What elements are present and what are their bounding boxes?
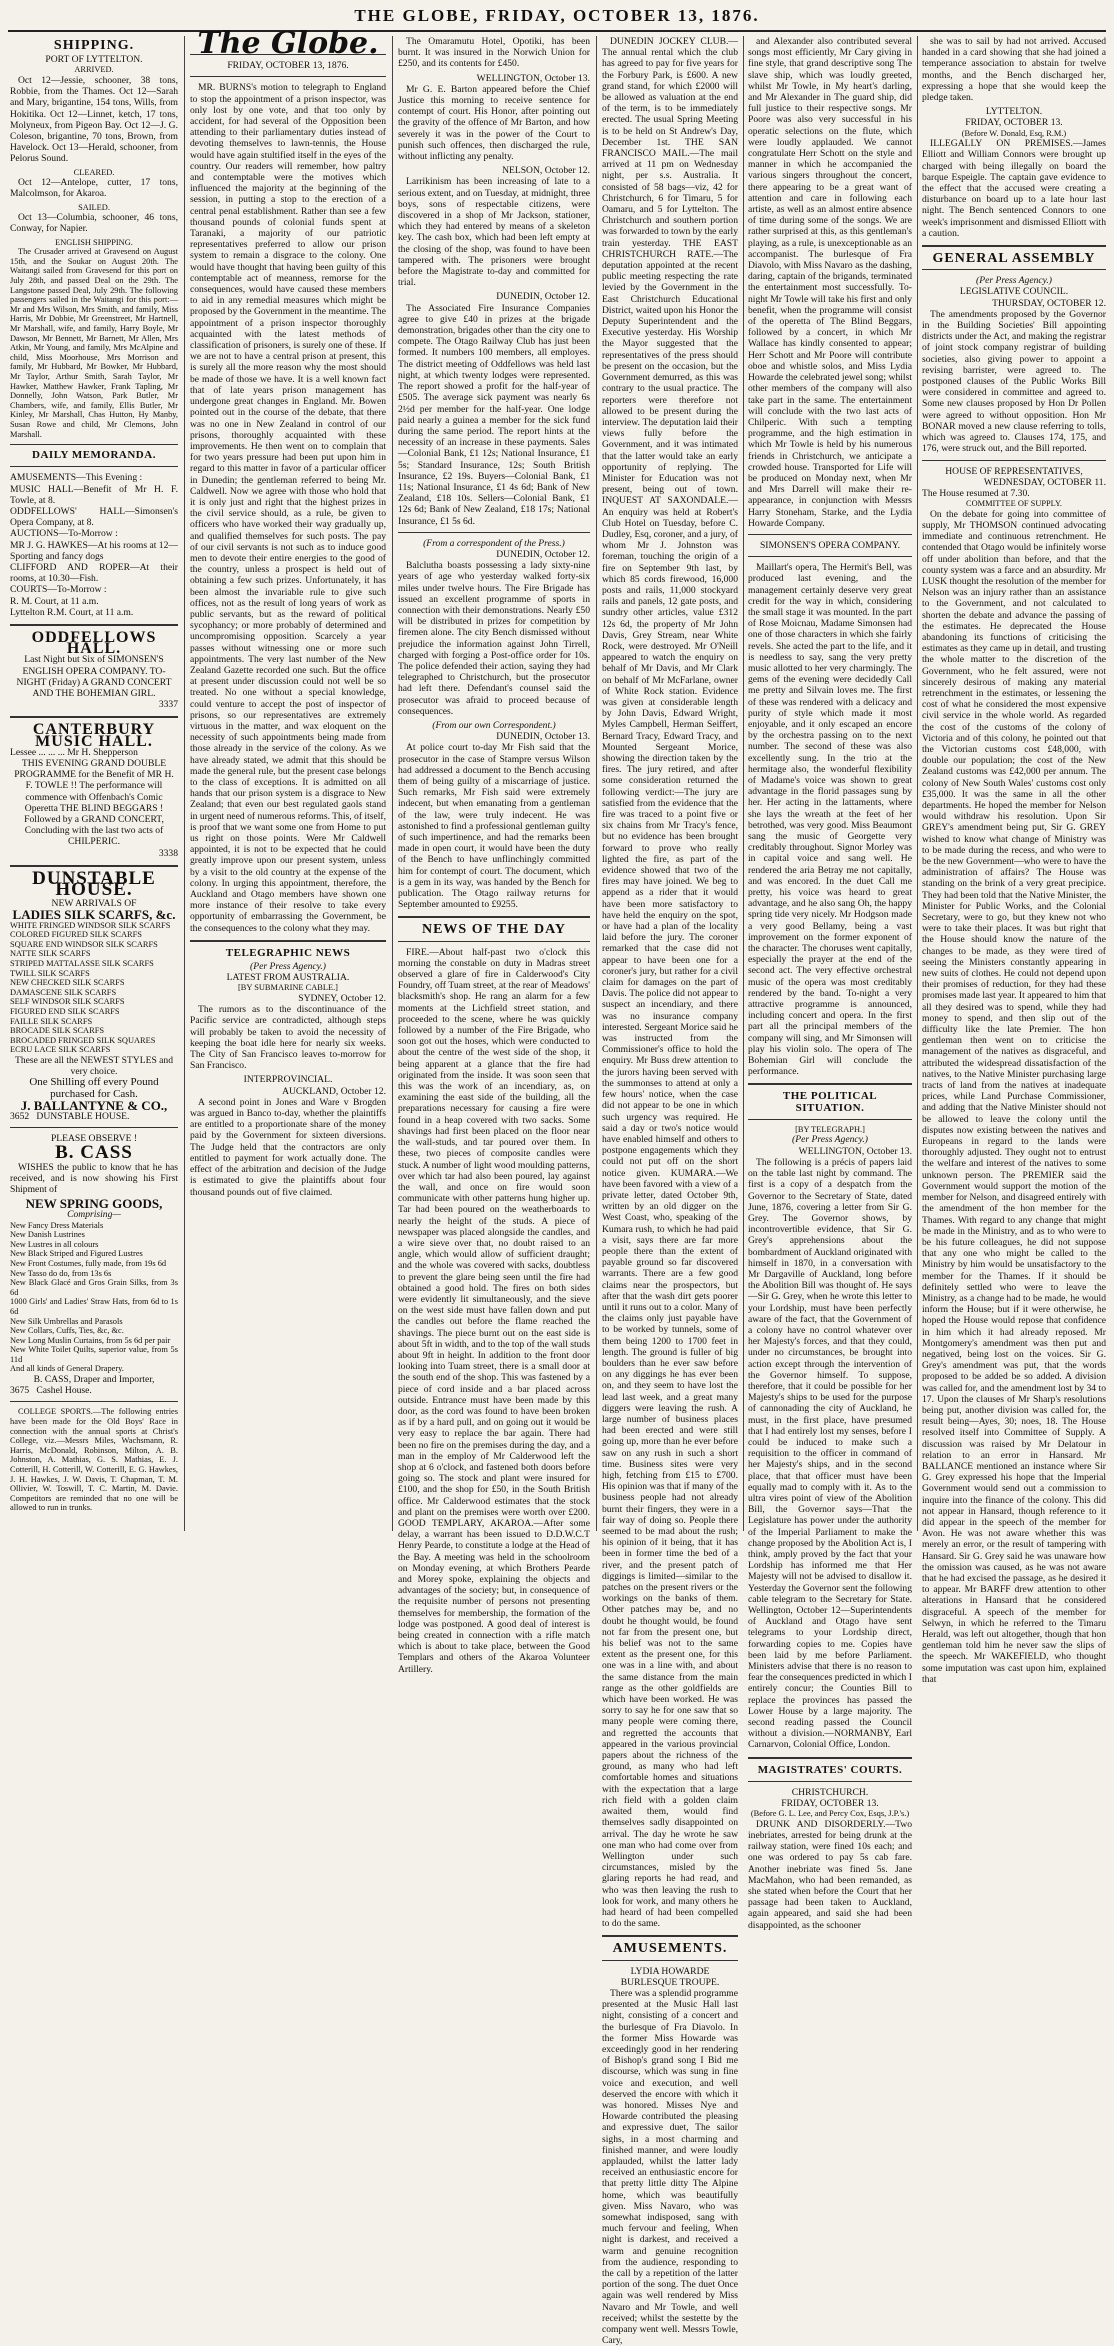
interprovincial-heading: INTERPROVINCIAL.: [243, 1074, 333, 1086]
political-heading: THE POLITICAL SITUATION.: [782, 1090, 878, 1114]
column-divider: [184, 36, 185, 1531]
ladies-scarfs-label: LADIES SILK SCARFS, &c.: [12, 907, 176, 923]
new-arrivals-label: NEW ARRIVALS OF: [51, 898, 137, 910]
nelson-dateline: NELSON, October 12.: [502, 165, 590, 177]
list-item: SELF WINDSOR SILK SCARFS: [10, 997, 125, 1007]
ballantyne-house: DUNSTABLE HOUSE.: [36, 1110, 130, 1122]
list-item: COLORED FIGURED SILK SCARFS: [10, 930, 142, 940]
leader-article: MR. BURNS's motion to telegraph to England to stop the appointment of a prison inspector, was only lost by one vote, and that too only by accident, for had several of the Opposition been attending to their parliamentary duties instead of devoting themselves to lawn-tennis, the House would have again stultified itself in the eyes of the country. Our readers will remember, how paltry and contemptable were the motives which influenced the majority at the beginning of the session, in putting a stop to the erection of a central penal establishment. Rather than see a few thousand pounds of colonial funds spent at Taranaki, a majority of our patriotic representatives preferred to allow our prison system to remain a disgrace to the colony. One would have thought that having been guilty of this contemptable act of meanness, remorse for the consequences, would have caused these members to aid in any remedial measures which might be proposed by the Government in the meantime. The appointment of a prison inspector thoroughly acquainted with the latest methods of classification of prisoners, is surely one of these. If we are not to have a central prison at present, this is surely all the more reason why the most should be made of those we have. It is a well known fact that of late years prison management has undergone great changes in England. Mr. Bowen pointed out in the course of the debate, that there was no one in New Zealand in control of our prisons, thoroughly acquainted with these improvements. He then went on to complain that for two years pressure had been put upon him in regard to this matter in favor of a particular officer in Dunedin; the gentleman referred to being Mr. Caldwell. Now we agree with those who hold that it is only just and right that the highest prizes in the civil service should, as a rule, be given to officers who have worked their way gradually up, and qualified themselves for such posts. The pay of our civil servants is not such as to induce good men to devote their entire energies to the good of the country, unless a prospect is held out of obtaining a few such prizes. Unfortunately, it has been almost the invariable rule to give such offices, not as the result of long years of work as public servants, but as the reward of political sycophancy; or more probably of determined and uncompromising opposition. Scarcely a year passes without witnessing one or more such appointments. The very last number of the New Zealand Gazette recorded one such. But the office at present under discussion could not well be so treated. No one without a special knowledge, could venture to accept the post of inspector of prisons, so our representatives are extremely virtuous in the matter, and wax eloquent on the necessity of such appointments being made from those already in the service of the colony. As we have already stated, we admit that this should be made the general rule, but the present case belongs to the class of exceptions. It is admitted on all hands that our prison system is a disgrace to New Zealand; that even our best regulated gaols stand in urgent need of numerous reforms. This, of itself, is proof that we want some one from Home to put us right on those points. Were Mr Caldwell appointed, it is not to be expected that he could greatly improve upon our present system, unless by a visit to the old country at the expense of the colony. In urging this appointment, therefore, the Auckland and Otago members have shown one more instance of their resolve to take every opportunity of embarrassing the Government, be the consequences to the colony what they may.: [190, 82, 387, 934]
list-item: New Lustres in all colours: [10, 1239, 99, 1249]
column-1: [10, 36, 178, 1531]
article-paragraph: DRUNK AND DISORDERLY.—Two inebriates, arrested for being drunk at the railway station, were fined 10s each; and one was ordered to pay 5s cab fare. Another inebriate was fined 5s. Jane MacMahon, who had been remanded, as she stated when before the Court that her passage had been taken to Auckland, again appeared, and said she had been disappointed, as the schooner: [748, 1818, 912, 1931]
correspondent-label: (From a correspondent of the Press.): [423, 537, 565, 549]
oddfellows-entry: ODDFELLOWS' HALL—Simonsen's Opera Company, at 8.: [10, 505, 178, 529]
wellington-dateline: WELLINGTON, October 13.: [798, 1145, 912, 1157]
column-divider: [596, 36, 597, 1531]
list-item: New White Toilet Quilts, superior value, from 5s 11d: [10, 1345, 178, 1364]
press-agency-label: (Per Press Agency.): [976, 275, 1052, 287]
cass-heading: B. CASS: [55, 1142, 133, 1164]
cashel-house: Cashel House.: [36, 1385, 92, 1397]
article-paragraph: The amendments proposed by the Governor in the Building Societies' Bill appointing districts under the Act, and making the registrar of joint stock company registrar of building societies, also giving power to appoint a revising barrister, were agreed to. The postponed clauses of the Public Works Bill were considered in committee and agreed to. Some new clauses proposed by Hon Dr Pollen were agreed to without opposition. Hon Mr BONAR moved a new clause referring to tolls, which was agreed to. Clauses 174, 175, and 176, were struck out, and the Bill reported.: [922, 308, 1106, 455]
column-2: [190, 26, 387, 1531]
oddfellows-hall-heading: ODDFELLOWS HALL.: [31, 628, 157, 658]
list-item: New Collars, Cuffs, Ties, &c, &c.: [10, 1326, 124, 1336]
music-hall-body: THIS EVENING GRAND DOUBLE PROGRAMME for the Benefit of MR H. F. TOWLE !! The performance will commence with Offenbach's Comic Operetta THE BLIND BEGGARS ! Followed by a GRAND CONCERT, Concluding with the last two acts of CHILPERIC.: [14, 757, 174, 848]
press-agency-label: (Per Press Agency.): [792, 1134, 868, 1146]
house-resumed: The House resumed at 7.30.: [922, 487, 1030, 499]
telegraphic-heading: TELEGRAPHIC NEWS: [225, 946, 351, 959]
list-item: BROCADE SILK SCARFS: [10, 1026, 105, 1036]
list-item: New Danish Lustrines: [10, 1230, 85, 1240]
lyttelton-date: FRIDAY, OCTOBER 13.: [965, 117, 1063, 129]
list-item: TWILL SILK SCARFS: [10, 968, 90, 978]
council-date: THURSDAY, OCTOBER 12.: [992, 297, 1106, 309]
memoranda-heading: DAILY MEMORANDA.: [32, 449, 156, 462]
magistrates-before: (Before G. L. Lee, and Percy Cox, Esqs, J.P.'s.): [750, 1809, 910, 1819]
magistrates-heading: MAGISTRATES' COURTS.: [757, 1763, 903, 1776]
own-correspondent-label: (From our own Correspondent.): [432, 719, 556, 731]
article-paragraph: DUNEDIN JOCKEY CLUB.—The annual rental which the club has agreed to pay for five years for the Forbury Park, is £600. A new grand stand, for which £2000 will be allowed as valuation at the end of the term, is to be immediately erected. The usual Spring Meeting is to be held on St Andrew's Day, December 1st. THE SAN FRANCISCO MAIL.—The mail arrived at 11 pm on Wednesday night, per s.s. Australia. It consisted of 58 bags—viz, 42 for Christchurch, 6 for Timaru, 5 for Oamaru, and 5 for Lyttelton. The Christchurch and southern portion was forwarded to town by the early train yesterday. THE EAST CHRISTCHURCH RATE.—The deputation appointed at the recent public meeting respecting the rate levied by the Government in the East Christchurch Educational District, waited upon his Honor the Deputy Superintendent and the Executive yesterday. His Worship the Mayor suggested that the representatives of the press should be present on the occasion, but the Government demurred, as this was contrary to the usual practice. The reporters were therefore not allowed to be present during the interview. The deputation laid their views fully before the Government, and it was intimated that the latter would take an early opportunity of replying. The Minister for Education was not present, being out of town. INQUEST AT SAXONDALE.—An enquiry was held at Robert's Club Hotel on Tuesday, before C. Dudley, Esq, coroner, and a jury, of whom Mr J. Johnston was foreman, touching the origin of a fire on September 9th last, by which 85 cords firewood, 16,000 posts and rails, 11,000 stockyard rails and panels, 12 gate posts, and sundry other articles, value £312 12s 6d, the property of Mr John Davis, Grey Stream, near White Rock, were destroyed. Mr O'Neill appeared to watch the enquiry on behalf of Mr Davis, and Mr Clark on behalf of Mr McFarlane, owner of White Rock station. Evidence was given at considerable length by John Davis, Edward Wright, Myles Campbell, Herman Seiffert, Bernard Tracy, Edward Tracy, and Mounted Sergeant Morice, showing the direction taken by the fires. The jury retired, and after some consideration returned the following verdict:—The jury are satisfied from the evidence that the fire was traced to a point five or six chains from Mr Tracy's fence, but no evidence has been brought forward to prove who really lighted the fire, as part of the evidence showed that two of the fires may have joined. We beg to append as a rider that it would have been more satisfactory to have held the enquiry on the spot, or have had a plan of the locality laid before the jury. The coroner remarked that the case did not appear to have been one for a coroner's jury, but rather for a civil claim for damages on the part of Davis. The police did not appear to suspect an incendiary, and there was no insurance company interested. Sergeant Morice said he was instructed from the Commissioner's office to hold the enquiry. Mr Buss drew attention to the jurors having been served with the summonses to attend at only a few hours' notice, when the case did not appear to be one in which such urgency was required. He said a day or two's notice would have enabled himself and others to postpone engagements which they could not put off on the short notice given. KUMARA.—We have been favored with a view of a private letter, dated October 9th, written by an old digger on the West Coast, who, speaking of the Kumara rush, to which he had paid a visit, says there are far more people there than the extent of payable ground so far discovered warrants. There are a few good claims near the prospectors, but after that the wash dirt gets poorer until it runs out to a color. Many of the claims only just payable have to be worked by tunnels, some of them being 1200 to 1700 feet in length. The ground is fuller of big boulders than he ever saw before on any diggings he has ever been on, and they seem to have lost the lead last week, and a great many diggers were leaving the rush. A large number of business places had been erected and were still going up, more than he ever before saw on any rush in such a short time. Business sites were very high, fetching from £15 to £700. His opinion was that if many of the business people had not already burnt their fingers, they were in a fair way of doing so. People there seemed to be mad about the rush; his opinion of it being, that it has been in former time the bed of a river, and the present patch of diggings is limited—similar to the patches on the present rivers or the workings on the banks of them. Other patches may be, and no doubt he thought would, be found not far from the present one, but his belief was not to the same extent as the present one, for this one was in a line with, and about the same distance from the main range as the other goldfields are which have been worked. He was sorry to say he for one saw that so many people were coming there, and regretted the accounts that appeared in the various provincial papers about the richness of the ground, as many who had left comfortable homes and situations with the expectation that a large rich field with a golden claim awaited them, would find themselves sadly disappointed on arrival. The day he wrote he saw one man who had come over from Wellington under such circumstances, misled by the glaring reports he had read, and who was then leaving the rush to look for work, and many others he had heard of had been compelled to do the same.: [602, 36, 738, 1930]
ad-number: 3337: [158, 699, 178, 711]
auckland-dateline: AUCKLAND, October 12.: [282, 1085, 386, 1097]
top-rule: [8, 30, 1106, 32]
list-item: WHITE FRINGED WINDSOR SILK SCARFS: [10, 920, 171, 930]
sailed-text: Oct 13—Columbia, schooner, 46 tons, Conway, for Napier.: [10, 212, 178, 235]
college-sports-text: COLLEGE SPORTS.—The following entries have been made for the Old Boys' Race in connection with the annual sports at Christ's College, viz.—Messrs Miles, Wachsmann, R. Harris, McDonald, Robinson, Milton, A. B. Johnston, A. Mathias, G. S. Mathias, E. J. Cotterill, H. Cotterill, W. Cotterill, E. G. Hawkes, J. H. Hawkes, J. W. Davis, T. Chapman, T. M. Ollivier, W. Toswill, T. C. Martin, M. Davie. Competitors are reminded that no one will be allowed to run in trunks.: [10, 1407, 178, 1513]
auctions-label: AUCTIONS—To-Morrow :: [10, 528, 118, 540]
music-hall-entry: MUSIC HALL—Benefit of Mr H. F. Towle, at 8.: [10, 483, 178, 506]
list-item: 1000 Girls' and Ladies' Straw Hats, from 6d to 1s 6d: [10, 1297, 178, 1316]
simonsen-heading: SIMONSEN'S OPERA COMPANY.: [759, 539, 901, 551]
list-item: BROCADED FRINGED SILK SQUARES: [10, 1035, 156, 1045]
list-item: DAMASCENE SILK SCARFS: [10, 987, 117, 997]
column-6: [922, 36, 1106, 1685]
article-paragraph: The Associated Fire Insurance Companies agree to give £40 in prizes at the brigade demonstration, brigades other than the city one to compete. The Otago Railway Club has just been formed. It numbers 100 members, all employes. The district meeting of Oddfellows was held last night, at which twenty lodges were represented. The report showed a profit for the half-year of £505. The average sick payment was nearly 6s 2½d per member for the half-year. One lodge paid nearly a guinea a member for the sick fund during the same period. The report hints at the necessity of an increase in these payments. Sales—Colonial Bank, £1 12s; National Insurance, £1 5s; Standard Insurance, 12s; South British Insurance, £2 19s. Buyers—Colonial Bank, £1 11s; National Insurance, £1 4s 6d; Bank of New Zealand, £18 10s. Sellers—Colonial Bank, £1 12s 6d; Bank of New Zealand, £18 17s; National Insurance, £1 5s 6d.: [398, 302, 590, 527]
article-paragraph: The Omaramutu Hotel, Opotiki, has been burnt. It was insured in the Norwich Union for £250, and its contents for £450.: [398, 36, 590, 70]
dunedin-dateline: DUNEDIN, October 13.: [496, 731, 590, 743]
amusements-heading: AMUSEMENTS.: [612, 1941, 728, 1957]
list-item: New Front Costumes, fully made, from 19s 6d: [10, 1258, 167, 1268]
article-paragraph: At police court to-day Mr Fish said that the prosecutor in the case of Stampre versus Wilson had addressed a document to the Bench accusing them of being guilty of a miscarriage of justice. Such remarks, Mr Fish said were extremely indecent, but when emanating from a gentleman of the law, were truly indecent. He was astonished to find a professional gentleman guilty of such impertinence, and had the remarks been made in open court, it would have been the duty of the Bench to have unflinchingly committed him for contempt of court. The document, which is a gem in its way, was handed by the Bench for publication. The Otago railway returns for September amounted to £9255.: [398, 742, 590, 911]
list-item: New Long Muslin Curtains, from 5s 6d per pair: [10, 1335, 171, 1345]
ad-number: 3338: [158, 847, 178, 859]
clifford-entry: CLIFFORD AND ROPER—At their rooms, at 10.30—Fish.: [10, 561, 178, 585]
music-hall-heading: CANTERBURY MUSIC HALL.: [32, 721, 156, 750]
latest-australia: LATEST FROM AUSTRALIA.: [226, 972, 350, 984]
dunedin-dateline: DUNEDIN, October 12.: [496, 548, 590, 560]
column-5: [748, 36, 912, 1931]
list-item: And all kinds of General Drapery.: [10, 1364, 124, 1374]
house-date: WEDNESDAY, OCTOBER 11.: [983, 476, 1106, 488]
press-agency-label: (Per Press Agency.): [250, 961, 326, 973]
leader-date: FRIDAY, OCTOBER 13, 1876.: [227, 60, 349, 72]
ad-number: 3675: [10, 1385, 30, 1397]
dunstable-heading: DUNSTABLE HOUSE.: [32, 867, 156, 900]
goods-list: [10, 1221, 178, 1375]
port-label: PORT OF LYTTELTON.: [45, 54, 143, 66]
news-heading: NEWS OF THE DAY: [421, 922, 566, 938]
house-heading: HOUSE OF REPRESENTATIVES,: [945, 465, 1083, 477]
amusements-label: AMUSEMENTS—This Evening :: [10, 472, 143, 484]
spring-goods: NEW SPRING GOODS,: [25, 1196, 163, 1212]
list-item: SQUARE END WINDSOR SILK SCARFS: [10, 939, 158, 949]
article-paragraph: There was a splendid programme presented at the Music Hall last night, consisting of a concert and the burlesque of Fra Diavolo. In the former Miss Howarde was exceedingly good in her rendering of Bishop's grand song I Bid me discourse, which was sung in fine voice and execution, and well deserved the encore with which it was honored. Misses Nye and Howarde contributed the pleasing and expressive duet, The sailor sighs, in a most charming and finished manner, and were loudly applauded, whilst the latter lady received an enthusiastic encore for that pretty little ditty The Alpine home, which was beautifully given. Miss Navaro, who was somewhat indisposed, sang with much fervour and feeling, When night is darkest, and received a warm and genuine recognition from the audience, responding to the call by a repetition of the latter portion of the song. The duet Once again was well rendered by Miss Navaro and Mr Towle, and well received; whilst the sestette by the company went well. Messrs Towle, Cary,: [602, 1987, 738, 2346]
list-item: New Silk Umbrellas and Parasols: [10, 1316, 123, 1326]
column-divider: [917, 36, 918, 1531]
one-shilling: One Shilling off every Pound purchased for Cash.: [29, 1076, 159, 1100]
comprising-label: Comprising—: [67, 1209, 121, 1221]
masthead: THE GLOBE, FRIDAY, OCTOBER 13, 1876.: [354, 6, 760, 25]
ballantyne-name: J. BALLANTYNE & CO.,: [20, 1097, 168, 1113]
list-item: NEW CHECKED SILK SCARFS: [10, 978, 125, 988]
list-item: FAILLE SILK SCARFS: [10, 1016, 93, 1026]
sailed-label: SAILED.: [78, 202, 110, 212]
shipping-heading: SHIPPING.: [53, 38, 135, 53]
telegraph-label: [BY TELEGRAPH.]: [795, 1124, 865, 1134]
arrived-text: Oct 12—Jessie, schooner, 38 tons, Robbie, from the Thames. Oct 12—Sarah and Mary, brigantine, 154 tons, Wills, from Hokitika. Oct 12—Linnet, ketch, 17 tons, Molyneux, from Pigeon Bay. Oct 12—J. G. Coleson, brigantine, 70 tons, Brown, from Havelock. Oct 13—Herald, schooner, from Pelorus Sound.: [10, 75, 178, 165]
list-item: NATTE SILK SCARFS: [10, 949, 91, 959]
article-paragraph: On the debate for going into committee of supply, Mr THOMSON continued advocating immediate and continuous retrenchment. He contended that Otago would be infinitely worse off under abolition than before, and that the county system was a farce and an absurdity. Mr LUSK thought the resolution of the member for Nelson was an injury rather than an assistance to the Government, and not calculated to shorten the debate and advance the passing of the estimates. He deprecated the House abandoning its functions of criticising the estimates as they came up in detail, and trusting the whole matter to the discretion of the Government, who he felt assured, were not sincerely desirous of making any material retrenchment in the estimates, or lessening the cost of what he considered the most expensive civil service in the whole world. As regarded the cost of the customs of the colony of Victoria and of this colony, he pointed out that the Victorian customs cost £48,000, with double our population; the cost of the New Zealand customs was £42,000 per annum. The colony of New South Wales' customs cost only £35,000. It was the same in all the other departments. He hoped the member for Nelson would withdraw his resolution. Upon Sir GREY's amendment being put, Sir G. GREY wished to know what change of Ministry was to be made during the recess, and who were to be the new Government—who were to have the administration of affairs? The House was standing on the brink of a very great precipice. They had been told that the Native Minister, the Minister for Public Works, and the Colonial Secretary, were to go, but they knew not who were to take their places. It was but right that the House should know the nature of the changes to be made, as they were tired of seeing the Ministers constantly appearing in new suits of clothes. He could not depend upon their promises of reduction, for they had these promises made last year. It appeared to him that all they desired was to spend, while they had money to spend, and then slip out of the difficulty like the late Premier. The hon gentleman then went on to criticise the management of the natives as disgraceful, and attributed the widespread dissatisfaction of the natives, to the Native Minister purchasing large tracts of land from the natives at inadequate prices, while Land Purchase Commissioner, and adding that the Native Minister should not be allowed to leave the colony until the disputes now existing between the natives and Europeans in regard to the lands were thoroughly adjusted. They ought not to entrust the welfare and interest of the natives to some unknown person. The PREMIER said the Government would support the motion of the member for Nelson, and disagreed entirely with the amendment of the hon member for the Thames. With regard to any change that might be made in the Ministry, and as to who were to be his future colleagues, he did not suppose that any one who might be called to the Ministry by him would be unsatisfactory to the member for the Thames. If it should be definitely settled who were to leave the Ministry, as a change had to be made, he would inform the House; but if it were otherwise, he hoped the House would repose that confidence in him which it had already reposed. Mr Montgomery's amendment was then put and negatived, being lost on the voices. Sir G. Grey's amendment was put, that the words proposed to be added be so added. A division was called for, and the amendment lost by 34 to 17. Upon the clauses of Mr Sharp's resolutions being put, another division was called for, the result being—Ayes, 30; noes, 18. The House resolved itself into Committee of Supply. A discussion was raised by Mr Delatour in relation to an error in Hansard. Mr BALLANCE mentioned an instance where Sir G. Grey expressed his hope that the Imperial Government would send out a commission to inquire into the finance of the colony. This did not appear in Hansard, though reference to it did appear in the speech of the member for Avon. He was not aware whether this was merely an error, or the result of tampering with Hansard. Sir G. Grey said he was unaware how the omission was caused, as he was not aware that he had excised the passage, as he desired it to appear. Mr BARFF drew attention to other alterations in Hansard that he considered disgraceful. A speech of the member for Selwyn, in which he referred to the Timaru Herald, was left out altogether, though that hon gentleman told him he never saw the slips of the speech. Mr WAKEFIELD, who thought some imputation was cast upon him, explained that: [922, 508, 1106, 1685]
column-divider: [392, 36, 393, 1531]
scarf-list: [10, 921, 178, 1055]
christchurch-label: CHRISTCHURCH.: [791, 1786, 869, 1798]
article-paragraph: Mr G. E. Barton appeared before the Chief Justice this morning to receive sentence for contempt of court. His Honor, after pointing out the gravity of the offence of Mr Barton, and how severely it was in the power of the Court to punish such offences, then discharged the rule, without inflicting any penalty.: [398, 83, 590, 163]
please-observe: PLEASE OBSERVE !: [50, 1133, 138, 1145]
arrived-label: ARRIVED.: [74, 65, 114, 75]
hawkes-entry: MR J. G. HAWKES—At his rooms at 12—Sporting and fancy dogs: [10, 539, 178, 562]
cass-body: WISHES the public to know that he has received, and is now showing his First Shipment of: [10, 1161, 178, 1195]
english-shipping-label: ENGLISH SHIPPING.: [55, 237, 133, 247]
cass-footer: [10, 1385, 178, 1396]
cass-signature: B. CASS, Draper and Importer,: [33, 1374, 155, 1386]
article-paragraph: she was to sail by had not arrived. Accused handed in a card showing that she had joined a temperance association to abstain for twelve months, and the Bench discharged her, expressing a hope that she would keep the pledge taken.: [922, 36, 1106, 104]
list-item: New Black Striped and Figured Lustres: [10, 1249, 143, 1259]
list-item: New Tasso do do, from 13s 6s: [10, 1268, 112, 1278]
courts-label: COURTS—To-Morrow :: [10, 584, 107, 596]
newest-styles: These are all the NEWEST STYLES and very choice.: [14, 1054, 174, 1078]
paper-title: The Globe.: [197, 26, 379, 61]
assembly-heading: GENERAL ASSEMBLY: [932, 251, 1096, 267]
article-paragraph: Larrikinism has been increasing of late to a serious extent, and on Tuesday, at midnight, three boys, sons of respectable citizens, were discovered in a shop of Mr Jackson, stationer, which they had entered by means of a skeleton key. The cash box, which had been left empty at the closing of the shop, was found to have been tampered with. The prisoners were brought before the Magistrate to-day and committed for trial.: [398, 176, 590, 289]
supply-label: COMMITTEE OF SUPPLY.: [965, 499, 1063, 509]
lydia-heading: LYDIA HOWARDE BURLESQUE TROUPE.: [620, 1965, 720, 1988]
article-paragraph: ILLEGALLY ON PREMISES.—James Elliott and William Connors were brought up charged with being illegally on board the barque Espeigle. The captain gave evidence to the effect that the accused were creating a disturbance on board up to a late hour last night. The Bench sentenced Connors to one week's imprisonment and dismissed Elliott with a caution.: [922, 138, 1106, 239]
lessee-line: Lessee ... ... ... Mr H. Shepperson: [10, 746, 138, 758]
lyttelton-court-entry: Lyttelton R.M. Court, at 11 a.m.: [10, 606, 134, 618]
article-paragraph: Balclutha boasts possessing a lady sixty-nine years of age who yesterday walked forty-six miles under twelve hours. The Fire Brigade has issued an excellent programme of sports in connection with their demonstrations. Nearly £50 will be distributed in prizes for competition by firemen alone. The city Bench dismissed without prejudice the information against John Tirrell, charged with forging a Post-office order for 10s. The police defended their action, saying they had telegraphed to Christchurch, but the prosecutor had left there. Defendant's counsel said the prosecutor was afraid to proceed because of consequences.: [398, 560, 590, 717]
english-shipping-text: The Crusader arrived at Gravesend on August 15th, and the Soukar on August 20th. The Waitangi sailed from Gravesend for this port on July 28th, and passed Deal on the 29th. The Langstone passed Deal, July 29th. The following passengers sailed in the Waitangi for this port:—Mr and Mrs Wilson, Mrs Smith, and family, Miss Harris, Mr Dobbie, Mr Greenstreet, Mr Hartnell, Mr Marshall, wife, and family, Harry Boyle, Mr Dawson, Mr Bennett, Mr Barnett, Mr Allen, Mrs Atkin, Mr Young, and family, Mrs McAlpine and child, Miss Moorhouse, Mrs Morrison and family, Mr Hubbard, Mr Bowker, Mr Hubbard, Mr Taylor, Arthur Smith, Sarah Taylor, Mr Hawker, Matthew Hawker, Frank Tapling, Mr Donnelly, John Watson, Park Butler, Mr Chambers, wife, and family, Ellis Butler, Mr Kinley, Mr Marshall, Chas Hutton, Hy Manby, Susan Rowe and child, Mr Clemons, John Marshall.: [10, 247, 178, 439]
list-item: ECRU LACE SILK SCARFS: [10, 1045, 111, 1055]
article-paragraph: The following is a précis of papers laid on the table last night by command. The first is a copy of a despatch from the Governor to the Secretary of State, dated June, 1876, covering a letter from Sir G. Grey. The Governor shows, by incontrovertible evidence, that Sir G. Grey's apprehensions about the bombardment of Auckland originated with himself in 1870, in a conversation with Mr Dargaville of Auckland, long before the Abolition Bill was thought of. He says—Sir G. Grey, when he wrote this letter to your Lordship, must have been perfectly aware of the fact, that the Government of a colony have no control whatever over her Majesty's forces, and that they could, under no circumstances, be brought into action except through the intervention of the Governor himself. To suppose, therefore, that it could be possible for her Majesty's ships to be used for the purpose of cannonading the city of Auckland, he must, in the first place, have presumed that I had entirely lost my senses, before I could be induced to make such a requisition to the officer in command of her Majesty's ships, and in the second place, that that officer must have been equally mad to comply with it. As to the ultra vires point of view of the Abolition Bill, the Governor says—That the Legislature has power under the authority of the Imperial Parliament to make the change proposed by the Abolition Act is, I think, amply proved by the fact that your Lordship has informed me that Her Majesty will not be advised to disallow it. Yesterday the Governor sent the following cable telegram to the Secretary for State. Wellington, October 12—Superintendents of Auckland and Otago have sent telegrams to your Lordship direct, forwarding copies to me. Copies have been laid by me before Parliament. Ministers advise that there is no reason to fear the consequences predicted in which I entirely concur; the Counties Bill to replace the provinces has passed the Lower House by a large majority. The second reading passed the Council without a division.—NORMANBY, Earl Carnarvon, Colonial Office, London.: [748, 1156, 912, 1751]
auckland-text: A second point in Jones and Ware v Brogden was argued in Banco to-day, whether the plaintiffs are entitled to a proportionate share of the money paid by the Government for sixteen diversions. The Judge held that the contractors are only entitled to payment for work actually done. The effect of the arbitration and decision of the Judge is estimated to give the plaintiffs about four thousand pounds out of five claimed.: [190, 1096, 386, 1198]
magistrates-date: FRIDAY, OCTOBER 13.: [781, 1798, 879, 1810]
sydney-dateline: SYDNEY, October 12.: [298, 993, 386, 1005]
rm-court-entry: R. M. Court, at 11 a.m.: [10, 595, 99, 607]
news-text: FIRE.—About half-past two o'clock this morning the constable on duty in Madras street observed a glare of fire in Calderwood's City Foundry, off Tuam street, at the rear of Meadows' blacksmith's shop. He rang an alarm for a few moments at the Lichfield street station, and proceeded to the scene, where he was quickly followed by a number of the Fire Brigade, who soon got out the hoses, which were conducted to about the centre of the west side of the shop, it being apparent at a glance that the fire had originated from the inside. It was soon seen that this was the work of an incendiary, as, on examining the east side of the building, all the preparations necessary for causing a fire were found in a heap covered with two sacks. Some shavings had first been placed on the floor near the wall-studs, and tar poured over them. In these, two pieces of composite candles were stuck. A number of light wood moulding patterns, over which tar had also been poured, lay against the wall, and once on fire would soon communicate with other patterns hung higher up. Tar had been poured on the weatherboards to nearly the height of the studs. A piece of newspaper was placed alongside the candles, and a wire sieve over that, no doubt raised to an angle, which would allow of sufficient draught; and the whole was covered with sacks, doubtless to prevent the glare being seen until the fire had obtained a good hold. The fires on both sides were evidently lit simultaneously, and the sieve on the west side must have fallen down and put the candles out before the flame reached the shavings. The piece burnt out on the east side is about 5ft in width, and to the top of the wall studs about 9ft in height. In addition to the front door looking into Tuam street, there is a small door at the south end of the shop. This was fastened by a piece of cord inside and a bar placed across outside. Entrance must have been made by this door, as the cord was found to have been broken as if by a hard pull, and on going out it would be very easy to replace the bar again. There had been no fire on the premises during the day, and a man in the employ of Mr Calderwood left the shop at 6 o'clock, and fastened both doors before going so. The stock and plant were insured for £100, and the shop for £50, in the South British office. Mr Calderwood estimates that the stock and plant on the premises were worth over £200. GOOD TEMPLARY, AKAROA.—After some delay, a warrant has been issued to D.D.W.C.T Henry Pearde, to constitute a lodge at the Head of the Bay. A meeting was held in the schoolroom on Monday evening, at which Brothers Pearde and Morey spoke, explaining the objects and advantages of the society; but, in consequence of the requisite number of persons not presenting themselves for membership, the formation of the lodge was postponed. A good deal of interest is being created in connection with a rifle match which is about to take place, between the Good Templars and others of the Akaroa Volunteer Artillery.: [398, 946, 590, 1675]
column-3: [398, 36, 590, 1675]
council-heading: LEGISLATIVE COUNCIL.: [959, 286, 1069, 298]
list-item: FIGURED END SILK SCARFS: [10, 1006, 120, 1016]
list-item: New Black Glacé and Gros Grain Silks, from 3s 6d: [10, 1278, 178, 1297]
lyttelton-before: (Before W. Donald, Esq, R.M.): [961, 128, 1067, 138]
ad-number: 3652: [10, 1110, 30, 1122]
list-item: STRIPED MATTALASSE SILK SCARFS: [10, 958, 154, 968]
article-paragraph: and Alexander also contributed several songs most efficiently, Mr Cary giving in fine style, that grand descriptive song The slave ship, which was loudly greeted, whilst Mr Towle, in My heart's darling, and Mr Alexander in The guard ship, did full justice to their respective songs. Mr Poore was also very successful in his operatic selections on the flute, which were loudly applauded. We cannot congratulate Herr Schott on the style and manner in which he accompanied the various singers throughout the concert, there appearing to be a great want of attention and care in following each artiste, as well as an almost entire absence of time during some of the songs. We are rather surprised at this, as this gentleman's playing, as a rule, is unexceptionable as an accompanist. The burlesque of Fra Diavolo, with Miss Navaro as the dashing, daring, captain of the brigands, terminated the entertainment most successfully. To-night Mr Towle will take his first and only benefit, when the programme will consist of the operetta of The Blind Beggars, followed by a concert, in which Mr Wallace has kindly consented to appear; Herr Schott and Mr Poore will contribute oboe and whistle solos, and Miss Lydia Howarde the celebrated jewel song; whilst other members of the company will also take part in the same. The entertainment will conclude with the two last acts of Chilperic. With such a tempting programme, and the high estimation in which Mr Towle is held by his numerous friends in Christchurch, we anticipate a crowded house. Transported for Life will be produced on Monday next, when Mr and Mrs Darrell will make their re-appearance, in conjunction with Messrs Harry Stoneham, Starke, and the Lydia Howarde Company.: [748, 36, 912, 529]
column-divider: [743, 36, 744, 1531]
article-paragraph: Maillart's opera, The Hermit's Bell, was produced last evening, and the management certainly deserve very great credit for the way in which, considering the small stage it was mounted. In the part of Rose Moicnau, Madame Simonsen had one of those characters in which she fairly revels. She acted the part to the life, and it is needless to say, sang the very pretty music allotted to her very charmingly. The gems of the evening were decidedly Call me pretty and Silvain loves me. The first of these was rendered with a delicacy and purity of style which made it most enjoyable, and it only escaped an encore by the orchestra passing on to the next number. The second of these was also excellently sung. In the trio at the hermitage also, the wonderful flexibility of Madame's voice was shown to great advantage in the florid passages sung by her. Her acting in the lattaments, where she lays the wreath at the feet of her betrothed, was very good. Miss Beaumont sang the music of Georgette very creditably throughout. Signor Morley was in capital voice and sang well. He rendered the aria Betray me not capitally, and was encored. In the duet Call me pretty, his voice was heard to great advantage, and he also sang Oh, the happy spring tide very nicely. Mr Hodgson made a very good Bellamy, being a vast improvement on the former exponent of the character. The choruses went capitally, especially the prayer at the end of the second act. The very effective orchestral music of the opera was most creditably rendered by the band. To-night a very attractive programme is announced, including concert and opera. In the first part all the principal members of the company will sing, and Mr Simonsen will play his violin solo. The opera of The Bohemian Girl will conclude the performance.: [748, 562, 912, 1078]
column-4: [602, 36, 738, 2346]
list-item: New Fancy Dress Materials: [10, 1220, 104, 1230]
cable-label: [BY SUBMARINE CABLE.]: [238, 983, 338, 993]
cleared-text: Oct 12—Antelope, cutter, 17 tons, Malcolmson, for Akaroa.: [10, 177, 178, 200]
cleared-label: CLEARED.: [73, 167, 115, 177]
wellington-dateline: WELLINGTON, October 13.: [476, 72, 590, 84]
sydney-text: The rumors as to the discontinuance of the Pacific service are contradicted, although steps will probably be taken to avoid the necessity of keeping the boat idle here for nearly six weeks. The City of San Francisco leaves to-morrow for San Francisco.: [190, 1004, 386, 1072]
lyttelton-label: LYTTELTON.: [985, 106, 1043, 118]
oddfellows-hall-body: Last Night but Six of SIMONSEN'S ENGLISH OPERA COMPANY. TO-NIGHT (Friday) A GRAND CONCERT AND THE BOHEMIAN GIRL.: [16, 654, 172, 699]
dunedin-dateline: DUNEDIN, October 12.: [496, 291, 590, 303]
